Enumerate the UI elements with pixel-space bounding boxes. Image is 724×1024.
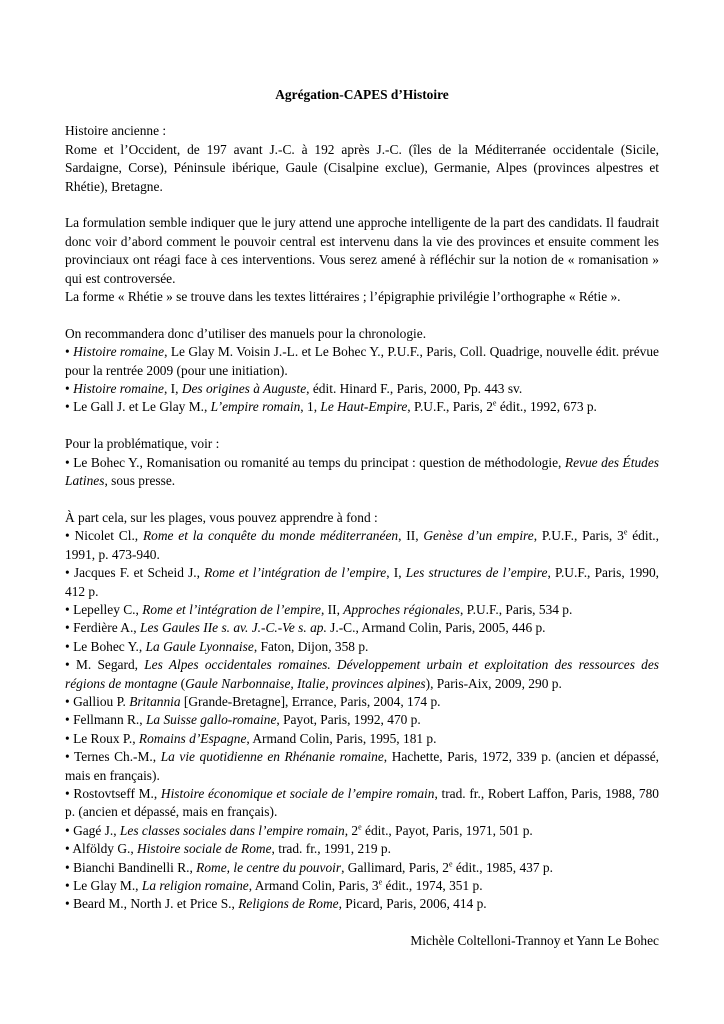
signature: Michèle Coltelloni-Trannoy et Yann Le Bohec (410, 933, 659, 949)
problematique-item: • Le Bohec Y., Romanisation ou romanité au temps du principat : question de méthodologie, Revue des Études Latines, sous presse. (65, 454, 659, 489)
reading-item: • Ternes Ch.-M., La vie quotidienne en Rhénanie romaine, Hachette, Paris, 1972, 339 p. (ancien et dépassé, mais en français). (65, 749, 659, 783)
reading-item: • Galliou P. Britannia [Grande-Bretagne], Errance, Paris, 2004, 174 p. (65, 693, 441, 709)
page-title: Agrégation-CAPES d’Histoire (275, 87, 449, 102)
problematique-intro: Pour la problématique, voir : (65, 436, 220, 452)
reading-item: • Fellmann R., La Suisse gallo-romaine, Payot, Paris, 1992, 470 p. (65, 712, 421, 728)
reading-item: • Le Roux P., Romains d’Espagne, Armand Colin, Paris, 1995, 181 p. (65, 730, 437, 746)
manuals-intro: On recommandera donc d’utiliser des manuels pour la chronologie. (65, 325, 427, 341)
reading-item: • Lepelley C., Rome et l’intégration de l’empire, II, Approches régionales, P.U.F., Paris, 534 p. (65, 601, 573, 617)
reading-item: • Bianchi Bandinelli R., Rome, le centre du pouvoir, Gallimard, Paris, 2e édit., 1985, 437 p. (65, 859, 553, 875)
reading-item: • Jacques F. et Scheid J., Rome et l’intégration de l’empire, I, Les structures de l’empire, P.U.F., Paris, 1990, 412 p. (65, 565, 660, 599)
program-description: Rome et l’Occident, de 197 avant J.-C. à 192 après J.-C. (îles de la Méditerranée occidentale (Sicile, Sardaigne, Corse), Péninsule ibérique, Gaule (Cisalpine exclue), Germanie, Alpes (provinces alpestres et Rhétie), Bretagne. (65, 141, 659, 194)
reading-item: • Le Bohec Y., La Gaule Lyonnaise, Faton, Dijon, 358 p. (65, 638, 369, 654)
jury-approach-paragraph: La formulation semble indiquer que le jury attend une approche intelligente de la part des candidats. Il faudrait donc voir d’abord comment le pouvoir central est intervenu dans la vie des provinces et ensuite comment les provinciaux ont réagi face à ces interventions. Vous serez amené à réfléchir sur la notion de « romanisation » qui est controversée. (65, 215, 659, 286)
reading-item: • Nicolet Cl., Rome et la conquête du monde méditerranéen, II, Genèse d’un empire, P.U.F., Paris, 3e édit., 1991, p. 473-940. (65, 527, 659, 562)
reading-item: • Rostovtseff M., Histoire économique et sociale de l’empire romain, trad. fr., Robert Laffon, Paris, 1988, 780 p. (ancien et dépassé, mais en français). (65, 785, 659, 820)
section-heading-histoire-ancienne: Histoire ancienne : (65, 123, 167, 139)
reading-item: • Ferdière A., Les Gaules IIe s. av. J.-C.-Ve s. ap. J.-C., Armand Colin, Paris, 2005, 446 p. (65, 620, 546, 636)
reading-item: • Gagé J., Les classes sociales dans l’empire romain, 2e édit., Payot, Paris, 1971, 501 p. (65, 822, 533, 838)
reading-item: • Le Glay M., La religion romaine, Armand Colin, Paris, 3e édit., 1974, 351 p. (65, 877, 483, 893)
rhetie-note-paragraph: La forme « Rhétie » se trouve dans les textes littéraires ; l’épigraphie privilégie l’orthographe « Rétie ». (65, 289, 621, 305)
reading-list-intro: À part cela, sur les plages, vous pouvez apprendre à fond : (65, 509, 378, 525)
reading-item: • M. Segard, Les Alpes occidentales romaines. Développement urbain et exploitation des ressources des régions de montagne (Gaule Narbonnaise, Italie, provinces alpines), Paris-Aix, 2009, 290 p. (65, 657, 659, 691)
manual-item: • Histoire romaine, Le Glay M. Voisin J.-L. et Le Bohec Y., P.U.F., Paris, Coll. Quadrige, nouvelle édit. prévue pour la rentrée 2009 (pour une initiation). (65, 344, 659, 378)
manual-item: • Le Gall J. et Le Glay M., L’empire romain, 1, Le Haut-Empire, P.U.F., Paris, 2e édit., 1992, 673 p. (65, 399, 597, 415)
manual-item: • Histoire romaine, I, Des origines à Auguste, édit. Hinard F., Paris, 2000, Pp. 443 sv. (65, 381, 523, 397)
reading-item: • Beard M., North J. et Price S., Religions de Rome, Picard, Paris, 2006, 414 p. (65, 896, 487, 912)
reading-item: • Alföldy G., Histoire sociale de Rome, trad. fr., 1991, 219 p. (65, 841, 391, 857)
